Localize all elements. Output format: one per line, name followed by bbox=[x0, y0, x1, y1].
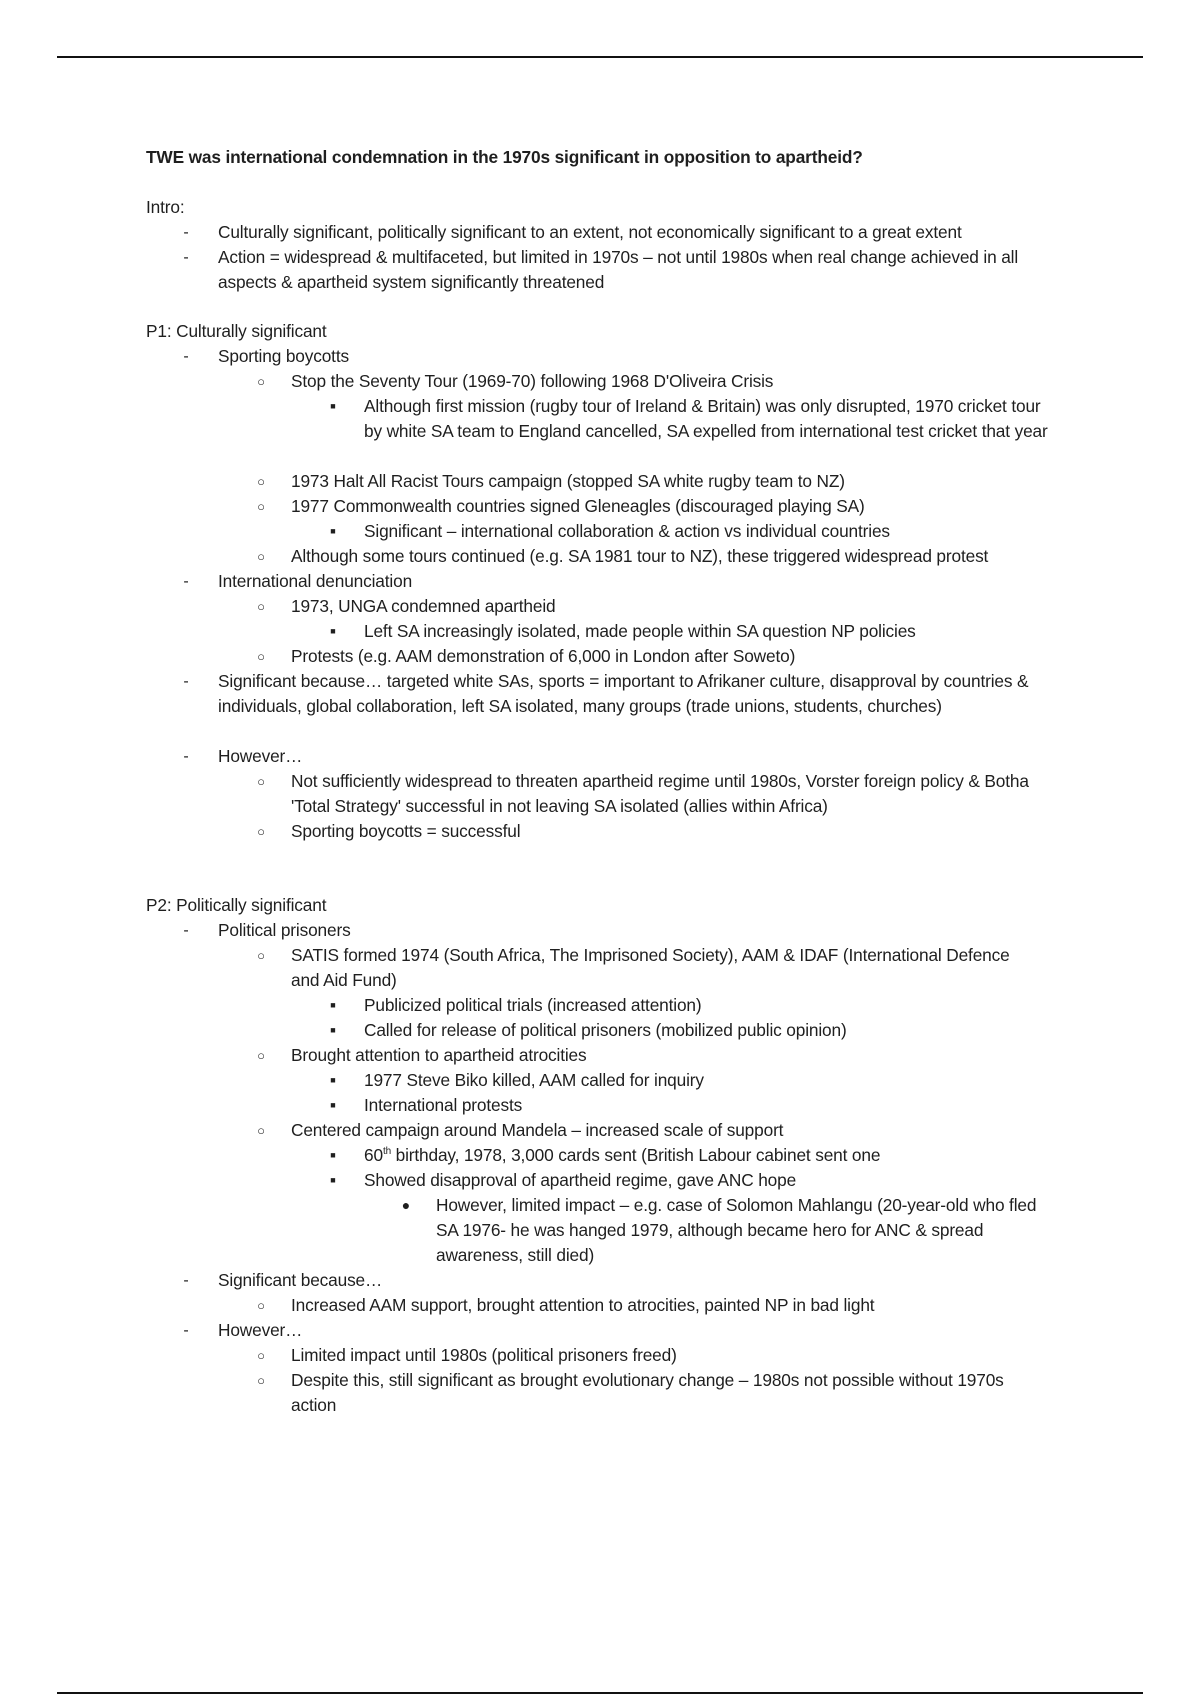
atrocities-note-1: 1977 Steve Biko killed, AAM called for inquiry bbox=[364, 1070, 704, 1090]
square-bullet: ■ bbox=[330, 526, 336, 536]
satis-note-1: Publicized political trials (increased attention) bbox=[364, 995, 702, 1015]
circle-bullet: ○ bbox=[257, 1123, 265, 1138]
circle-bullet: ○ bbox=[257, 1373, 265, 1388]
p2-significant-item: Increased AAM support, brought attention to atrocities, painted NP in bad light bbox=[291, 1295, 875, 1315]
circle-bullet: ○ bbox=[257, 948, 265, 963]
intro-item-2: Action = widespread & multifaceted, but limited in 1970s – not until 1980s when real change achieved in all aspects & apartheid system significantly threatened bbox=[218, 247, 1019, 292]
dot-bullet: ● bbox=[401, 1197, 411, 1213]
sporting-boycotts-label: Sporting boycotts bbox=[218, 346, 349, 366]
circle-bullet: ○ bbox=[257, 474, 265, 489]
footer-rule bbox=[57, 1692, 1143, 1694]
p1-heading: P1: Culturally significant bbox=[146, 321, 327, 341]
p2-significant-label: Significant because… bbox=[218, 1270, 383, 1290]
square-bullet: ■ bbox=[330, 626, 336, 636]
dash-bullet: - bbox=[183, 573, 189, 590]
birthday-rest: birthday, 1978, 3,000 cards sent (British Labour cabinet sent one bbox=[390, 1145, 881, 1165]
birthday-number: 60 bbox=[364, 1145, 383, 1165]
satis-item: SATIS formed 1974 (South Africa, The Imprisoned Society), AAM & IDAF (International Defence and Aid Fund) bbox=[291, 945, 1010, 990]
showed-note: Showed disapproval of apartheid regime, gave ANC hope bbox=[364, 1170, 797, 1190]
circle-bullet: ○ bbox=[257, 649, 265, 664]
p2-however-item-1: Limited impact until 1980s (political prisoners freed) bbox=[291, 1345, 677, 1365]
p2-however-item-2: Despite this, still significant as brought evolutionary change – 1980s not possible without 1970s action bbox=[291, 1370, 1004, 1415]
mandela-item: Centered campaign around Mandela – increased scale of support bbox=[291, 1120, 784, 1140]
birthday-note bbox=[364, 1143, 880, 1168]
document-title: TWE was international condemnation in the 1970s significant in opposition to apartheid? bbox=[146, 147, 863, 167]
square-bullet: ■ bbox=[330, 1075, 336, 1085]
atrocities-item: Brought attention to apartheid atrocities bbox=[291, 1045, 587, 1065]
dash-bullet: - bbox=[183, 1322, 189, 1339]
mahlangu-note: However, limited impact – e.g. case of Solomon Mahlangu (20-year-old who fled SA 1976- he was hanged 1979, although became hero for ANC & spread awareness, still died) bbox=[436, 1195, 1037, 1265]
unga-note: Left SA increasingly isolated, made people within SA question NP policies bbox=[364, 621, 916, 641]
p1-significant-item: Significant because… targeted white SAs, sports = important to Afrikaner culture, disapproval by countries & individuals, global collaboration, left SA isolated, many groups (trade unions, students, churches) bbox=[218, 671, 1029, 716]
satis-note-2: Called for release of political prisoners (mobilized public opinion) bbox=[364, 1020, 847, 1040]
intro-item-1: Culturally significant, politically significant to an extent, not economically significant to a great extent bbox=[218, 222, 962, 242]
p2-heading: P2: Politically significant bbox=[146, 895, 327, 915]
circle-bullet: ○ bbox=[257, 1348, 265, 1363]
square-bullet: ■ bbox=[330, 1175, 336, 1185]
circle-bullet: ○ bbox=[257, 499, 265, 514]
dash-bullet: - bbox=[183, 249, 189, 266]
atrocities-note-2: International protests bbox=[364, 1095, 523, 1115]
unga-item: 1973, UNGA condemned apartheid bbox=[291, 596, 556, 616]
circle-bullet: ○ bbox=[257, 1298, 265, 1313]
protests-item: Protests (e.g. AAM demonstration of 6,000 in London after Soweto) bbox=[291, 646, 796, 666]
dash-bullet: - bbox=[183, 673, 189, 690]
gleneagles-item: 1977 Commonwealth countries signed Gleneagles (discouraged playing SA) bbox=[291, 496, 865, 516]
square-bullet: ■ bbox=[330, 1150, 336, 1160]
stop-seventy-item: Stop the Seventy Tour (1969-70) following 1968 D'Oliveira Crisis bbox=[291, 371, 774, 391]
circle-bullet: ○ bbox=[257, 774, 265, 789]
dash-bullet: - bbox=[183, 748, 189, 765]
p1-however-label: However… bbox=[218, 746, 303, 766]
p2-however-label: However… bbox=[218, 1320, 303, 1340]
circle-bullet: ○ bbox=[257, 599, 265, 614]
halt-tours-item: 1973 Halt All Racist Tours campaign (stopped SA white rugby team to NZ) bbox=[291, 471, 845, 491]
dash-bullet: - bbox=[183, 224, 189, 241]
dash-bullet: - bbox=[183, 348, 189, 365]
square-bullet: ■ bbox=[330, 1000, 336, 1010]
circle-bullet: ○ bbox=[257, 374, 265, 389]
circle-bullet: ○ bbox=[257, 1048, 265, 1063]
dash-bullet: - bbox=[183, 1272, 189, 1289]
square-bullet: ■ bbox=[330, 1025, 336, 1035]
denunciation-label: International denunciation bbox=[218, 571, 413, 591]
dash-bullet: - bbox=[183, 922, 189, 939]
p1-however-item-2: Sporting boycotts = successful bbox=[291, 821, 521, 841]
tours-continued-item: Although some tours continued (e.g. SA 1981 tour to NZ), these triggered widespread protest bbox=[291, 546, 989, 566]
circle-bullet: ○ bbox=[257, 824, 265, 839]
stop-seventy-note: Although first mission (rugby tour of Ireland & Britain) was only disrupted, 1970 cricket tour by white SA team to England cancelled, SA expelled from international test cricket that year bbox=[364, 396, 1048, 441]
gleneagles-note: Significant – international collaboration & action vs individual countries bbox=[364, 521, 890, 541]
square-bullet: ■ bbox=[330, 401, 336, 411]
intro-heading: Intro: bbox=[146, 197, 185, 217]
political-prisoners-label: Political prisoners bbox=[218, 920, 351, 940]
circle-bullet: ○ bbox=[257, 549, 265, 564]
square-bullet: ■ bbox=[330, 1100, 336, 1110]
p1-however-item-1: Not sufficiently widespread to threaten apartheid regime until 1980s, Vorster foreign policy & Botha 'Total Strategy' successful in not leaving SA isolated (allies within Africa) bbox=[291, 771, 1029, 816]
birthday-suffix: th bbox=[382, 1146, 391, 1158]
